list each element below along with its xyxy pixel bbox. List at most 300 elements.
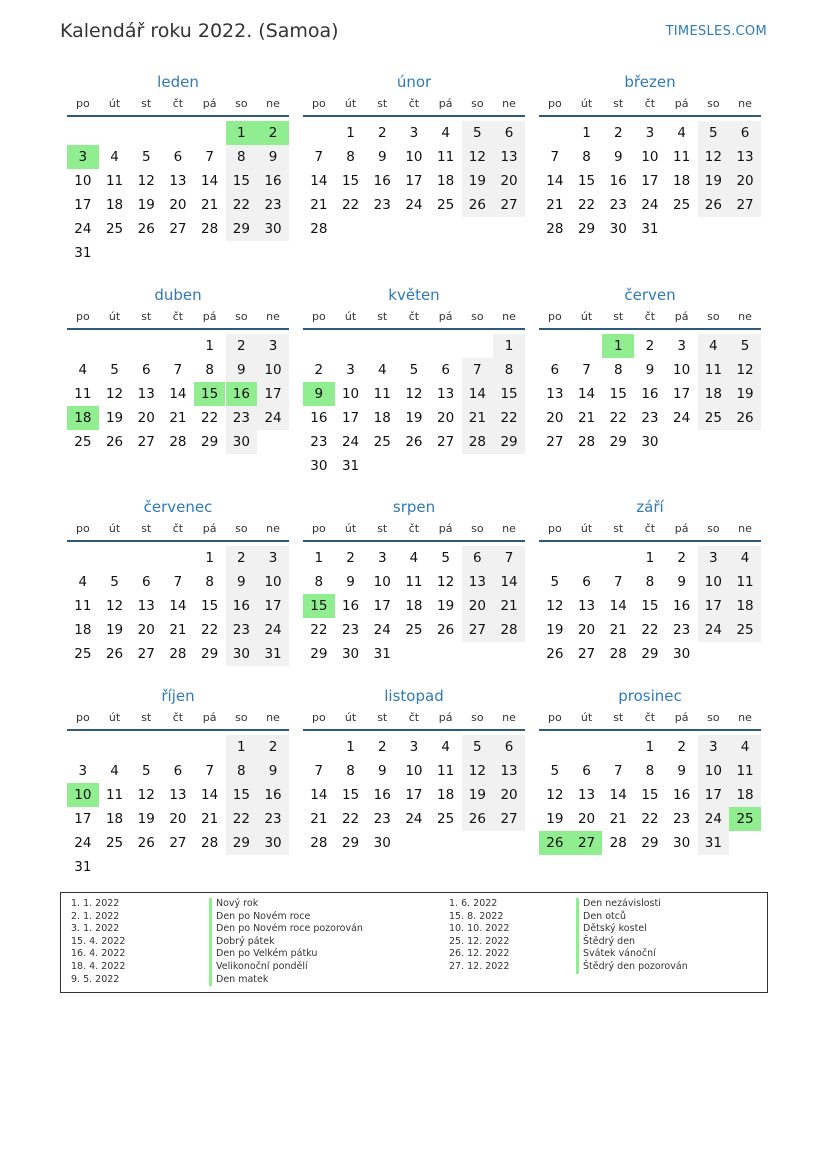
- holiday-date: 2. 1. 2022: [71, 910, 120, 922]
- day-cell: 10: [405, 149, 423, 165]
- weekday-label: so: [707, 310, 720, 323]
- day-cell: 20: [462, 594, 494, 618]
- day-cell: 8: [645, 763, 655, 779]
- day-cell: 21: [609, 622, 627, 638]
- day-cell: 11: [74, 598, 92, 614]
- holiday-day-cell: 1: [602, 334, 634, 358]
- month-name: červen: [624, 286, 676, 304]
- legend-dates-left: [71, 898, 125, 986]
- day-cell: 3: [409, 739, 419, 755]
- day-cell: 28: [609, 835, 627, 851]
- holiday-date: 1. 6. 2022: [449, 898, 498, 909]
- day-cell: 25: [673, 197, 691, 213]
- day-cell: 31: [373, 646, 391, 662]
- weekday-label: so: [707, 97, 720, 110]
- day-cell: 18: [729, 594, 761, 618]
- day-cell: 20: [493, 783, 525, 807]
- day-cell: 14: [201, 173, 219, 189]
- weekday-label: so: [235, 711, 248, 724]
- day-cell: 9: [226, 358, 258, 382]
- day-cell: 10: [373, 574, 391, 590]
- day-cell: 20: [437, 410, 455, 426]
- day-cell: 2: [377, 125, 387, 141]
- day-cell: 29: [609, 434, 627, 450]
- month-name: srpen: [392, 498, 436, 516]
- weekday-label: po: [75, 310, 90, 323]
- weekday-label: ne: [502, 522, 516, 535]
- day-cell: 27: [493, 807, 525, 831]
- day-cell: 11: [698, 358, 730, 382]
- day-cell: 25: [698, 406, 730, 430]
- day-cell: 18: [729, 783, 761, 807]
- day-cell: 18: [405, 598, 423, 614]
- day-cell: 29: [310, 646, 328, 662]
- weekday-label: pá: [438, 522, 453, 535]
- weekday-label: po: [75, 711, 90, 724]
- weekday-header: [67, 310, 289, 330]
- day-cell: 6: [173, 149, 183, 165]
- day-cell: 29: [641, 835, 659, 851]
- day-cell: 24: [698, 807, 730, 831]
- weekday-label: po: [547, 522, 562, 535]
- day-cell: 19: [462, 783, 494, 807]
- day-cell: 16: [257, 169, 289, 193]
- day-cell: 14: [310, 787, 328, 803]
- day-cell: 9: [346, 574, 355, 590]
- weekday-label: út: [580, 310, 593, 323]
- day-cell: 7: [582, 362, 591, 378]
- day-cell: 2: [314, 362, 324, 378]
- weekday-header: [303, 310, 525, 330]
- day-cell: 23: [609, 197, 627, 213]
- day-cell: 24: [341, 434, 360, 450]
- day-cell: 22: [310, 622, 328, 638]
- day-cell: 8: [205, 574, 214, 590]
- day-cell: 17: [641, 173, 659, 189]
- weekday-header: [539, 522, 761, 542]
- legend-names-right: [576, 898, 688, 974]
- day-cell: 18: [105, 811, 124, 827]
- day-cell: 12: [437, 574, 455, 590]
- day-cell: 6: [173, 763, 183, 779]
- day-cell: 13: [169, 173, 187, 189]
- day-cell: 3: [677, 338, 686, 354]
- day-cell: 24: [405, 197, 423, 213]
- day-cell: 2: [346, 550, 355, 566]
- weekday-label: st: [141, 310, 152, 323]
- day-cell: 6: [141, 362, 151, 378]
- month-name: září: [636, 498, 664, 516]
- weekday-label: čt: [644, 522, 656, 535]
- day-cell: 4: [78, 574, 88, 590]
- holiday-date: 10. 10. 2022: [449, 923, 510, 935]
- day-cell: 21: [169, 410, 187, 426]
- day-cell: 1: [205, 550, 214, 566]
- day-cell: 18: [437, 787, 455, 803]
- day-cell: 15: [341, 173, 360, 189]
- day-cell: 7: [173, 574, 183, 590]
- day-cell: 5: [409, 362, 419, 378]
- day-cell: 29: [201, 434, 219, 450]
- day-cell: 21: [493, 594, 525, 618]
- weekday-label: čt: [408, 310, 420, 323]
- day-cell: 4: [677, 125, 686, 141]
- day-cell: 9: [645, 362, 655, 378]
- weekday-label: pá: [438, 310, 453, 323]
- day-cell: 2: [645, 338, 655, 354]
- day-cell: 18: [373, 410, 391, 426]
- day-cell: 5: [110, 574, 119, 590]
- day-cell: 8: [346, 763, 355, 779]
- weekday-label: ne: [502, 310, 516, 323]
- day-cell: 16: [673, 598, 691, 614]
- day-cell: 27: [169, 221, 187, 237]
- day-cell: 31: [641, 221, 659, 237]
- day-cell: 6: [462, 546, 494, 570]
- day-cell: 5: [141, 763, 151, 779]
- day-cell: 23: [257, 807, 289, 831]
- day-cell: 3: [257, 334, 289, 358]
- day-cell: 1: [226, 735, 258, 759]
- weekday-label: po: [547, 97, 562, 110]
- weekday-label: út: [108, 97, 121, 110]
- month-name: červenec: [143, 498, 213, 516]
- day-cell: 10: [698, 759, 730, 783]
- day-cell: 27: [462, 618, 494, 642]
- weekday-label: pá: [674, 522, 689, 535]
- day-cell: 8: [613, 362, 623, 378]
- day-cell: 9: [677, 574, 686, 590]
- weekday-header: [539, 97, 761, 117]
- day-cell: 10: [698, 570, 730, 594]
- day-cell: 21: [201, 197, 219, 213]
- day-cell: 1: [314, 550, 324, 566]
- day-cell: 16: [226, 594, 258, 618]
- day-cell: 14: [462, 382, 494, 406]
- weekday-label: čt: [408, 97, 420, 110]
- day-cell: 9: [377, 763, 387, 779]
- day-cell: 25: [105, 221, 124, 237]
- weekday-label: st: [613, 97, 624, 110]
- day-cell: 4: [409, 550, 419, 566]
- day-cell: 16: [373, 787, 391, 803]
- day-cell: 21: [169, 622, 187, 638]
- day-cell: 31: [341, 458, 360, 474]
- day-cell: 24: [257, 406, 289, 430]
- day-cell: 30: [673, 835, 691, 851]
- day-cell: 27: [137, 646, 155, 662]
- day-cell: 14: [493, 570, 525, 594]
- day-cell: 25: [437, 197, 455, 213]
- day-cell: 1: [346, 125, 355, 141]
- day-cell: 24: [74, 835, 92, 851]
- legend-names-left: [209, 898, 363, 986]
- weekday-label: pá: [202, 97, 217, 110]
- day-cell: 12: [546, 787, 564, 803]
- weekday-header: [67, 711, 289, 731]
- day-cell: 4: [110, 149, 119, 165]
- day-cell: 5: [550, 574, 560, 590]
- weekday-label: ne: [738, 310, 752, 323]
- day-cell: 8: [226, 759, 258, 783]
- day-cell: 31: [257, 642, 289, 666]
- day-cell: 19: [137, 811, 155, 827]
- day-cell: 24: [641, 197, 659, 213]
- weekday-label: po: [547, 711, 562, 724]
- holiday-day-cell: 2: [257, 121, 289, 145]
- day-cell: 22: [201, 410, 219, 426]
- day-cell: 13: [493, 759, 525, 783]
- day-cell: 23: [226, 406, 258, 430]
- day-cell: 18: [74, 622, 92, 638]
- day-cell: 1: [493, 334, 525, 358]
- day-cell: 31: [698, 831, 730, 855]
- weekday-label: so: [707, 711, 720, 724]
- day-cell: 6: [729, 121, 761, 145]
- day-cell: 24: [673, 410, 691, 426]
- holiday-day-cell: 26: [539, 831, 571, 855]
- day-cell: 25: [405, 622, 423, 638]
- holiday-day-cell: 15: [194, 382, 226, 406]
- weekday-label: pá: [438, 711, 453, 724]
- weekday-label: út: [108, 711, 121, 724]
- holiday-date: 15. 4. 2022: [71, 935, 126, 947]
- day-cell: 7: [314, 149, 324, 165]
- holiday-day-cell: 18: [67, 406, 99, 430]
- holiday-name: Den po Novém roce pozorován: [209, 923, 363, 936]
- day-cell: 25: [105, 835, 124, 851]
- weekday-label: út: [580, 522, 593, 535]
- holiday-legend: [60, 892, 768, 993]
- day-cell: 18: [673, 173, 691, 189]
- weekday-label: čt: [408, 711, 420, 724]
- day-cell: 12: [105, 386, 124, 402]
- day-cell: 17: [74, 811, 92, 827]
- day-cell: 28: [493, 618, 525, 642]
- day-cell: 18: [437, 173, 455, 189]
- day-cell: 30: [609, 221, 627, 237]
- day-cell: 30: [226, 430, 258, 454]
- holiday-day-cell: 9: [303, 382, 335, 406]
- day-cell: 4: [729, 735, 761, 759]
- weekday-header: [303, 522, 525, 542]
- weekday-label: po: [547, 310, 562, 323]
- weekday-label: čt: [408, 522, 420, 535]
- day-cell: 10: [673, 362, 691, 378]
- day-cell: 12: [698, 145, 730, 169]
- day-cell: 12: [137, 787, 155, 803]
- day-cell: 7: [493, 546, 525, 570]
- day-cell: 19: [437, 598, 455, 614]
- weekday-label: st: [377, 522, 388, 535]
- day-cell: 7: [462, 358, 494, 382]
- day-cell: 26: [105, 646, 124, 662]
- day-cell: 4: [377, 362, 387, 378]
- day-cell: 23: [373, 811, 391, 827]
- day-cell: 17: [257, 382, 289, 406]
- day-cell: 23: [341, 622, 360, 638]
- day-cell: 8: [226, 145, 258, 169]
- day-cell: 11: [74, 386, 92, 402]
- holiday-date: 9. 5. 2022: [71, 973, 120, 985]
- holiday-name: Den otců: [576, 911, 688, 924]
- holiday-date: 3. 1. 2022: [71, 923, 120, 935]
- day-cell: 10: [641, 149, 659, 165]
- day-cell: 16: [341, 598, 360, 614]
- weekday-label: pá: [202, 522, 217, 535]
- weekday-label: čt: [644, 310, 656, 323]
- day-cell: 16: [373, 173, 391, 189]
- weekday-label: ne: [266, 711, 280, 724]
- day-cell: 23: [673, 811, 691, 827]
- day-cell: 29: [226, 217, 258, 241]
- day-cell: 16: [257, 783, 289, 807]
- holiday-name: Den nezávislosti: [576, 898, 688, 911]
- day-cell: 2: [677, 739, 686, 755]
- weekday-label: st: [613, 711, 624, 724]
- day-cell: 11: [729, 570, 761, 594]
- day-cell: 26: [462, 807, 494, 831]
- weekday-label: so: [235, 522, 248, 535]
- day-cell: 15: [641, 598, 659, 614]
- weekday-label: st: [377, 310, 388, 323]
- day-cell: 8: [314, 574, 324, 590]
- day-cell: 22: [641, 622, 659, 638]
- day-cell: 14: [577, 386, 596, 402]
- day-cell: 7: [613, 574, 623, 590]
- weekday-label: ne: [738, 522, 752, 535]
- day-cell: 13: [169, 787, 187, 803]
- day-cell: 15: [341, 787, 360, 803]
- day-cell: 22: [226, 193, 258, 217]
- day-cell: 20: [577, 622, 596, 638]
- day-cell: 29: [493, 430, 525, 454]
- site-link[interactable]: TIMESLES.COM: [665, 24, 767, 39]
- day-cell: 11: [729, 759, 761, 783]
- day-cell: 24: [698, 618, 730, 642]
- day-cell: 19: [137, 197, 155, 213]
- holiday-name: Štědrý den: [576, 936, 688, 949]
- holiday-day-cell: 25: [729, 807, 761, 831]
- weekday-label: st: [141, 97, 152, 110]
- day-cell: 6: [441, 362, 450, 378]
- day-cell: 6: [493, 121, 525, 145]
- weekday-label: st: [141, 522, 152, 535]
- day-cell: 11: [373, 386, 391, 402]
- day-cell: 14: [310, 173, 328, 189]
- day-cell: 23: [257, 193, 289, 217]
- day-cell: 20: [169, 811, 187, 827]
- day-cell: 15: [641, 787, 659, 803]
- day-cell: 15: [609, 386, 627, 402]
- day-cell: 25: [74, 646, 92, 662]
- weekday-label: so: [471, 97, 484, 110]
- day-cell: 28: [609, 646, 627, 662]
- day-cell: 23: [641, 410, 659, 426]
- holiday-date: 26. 12. 2022: [449, 948, 510, 960]
- day-cell: 21: [310, 197, 328, 213]
- day-cell: 14: [609, 787, 627, 803]
- day-cell: 19: [546, 811, 564, 827]
- month-name: leden: [157, 73, 199, 91]
- day-cell: 21: [201, 811, 219, 827]
- day-cell: 7: [173, 362, 183, 378]
- day-cell: 3: [645, 125, 655, 141]
- day-cell: 22: [609, 410, 627, 426]
- day-cell: 1: [205, 338, 214, 354]
- day-cell: 15: [226, 783, 258, 807]
- day-cell: 3: [698, 735, 730, 759]
- day-cell: 8: [582, 149, 591, 165]
- weekday-label: ne: [738, 711, 752, 724]
- day-cell: 21: [462, 406, 494, 430]
- weekday-label: po: [75, 522, 90, 535]
- day-cell: 22: [226, 807, 258, 831]
- day-cell: 2: [257, 735, 289, 759]
- day-cell: 15: [201, 598, 219, 614]
- day-cell: 22: [577, 197, 596, 213]
- day-cell: 31: [74, 245, 92, 261]
- page-title: Kalendář roku 2022. (Samoa): [60, 20, 339, 42]
- weekday-label: út: [580, 711, 593, 724]
- day-cell: 11: [673, 149, 691, 165]
- day-cell: 8: [205, 362, 214, 378]
- day-cell: 12: [462, 145, 494, 169]
- day-cell: 20: [137, 622, 155, 638]
- day-cell: 16: [641, 386, 659, 402]
- day-cell: 10: [74, 173, 92, 189]
- day-cell: 9: [257, 759, 289, 783]
- weekday-label: st: [141, 711, 152, 724]
- holiday-name: Svátek vánoční: [576, 948, 688, 961]
- day-cell: 17: [673, 386, 691, 402]
- day-cell: 20: [577, 811, 596, 827]
- weekday-label: út: [108, 310, 121, 323]
- day-cell: 16: [673, 787, 691, 803]
- day-cell: 9: [226, 570, 258, 594]
- day-cell: 8: [645, 574, 655, 590]
- day-cell: 5: [141, 149, 151, 165]
- day-cell: 30: [641, 434, 659, 450]
- weekday-header: [67, 522, 289, 542]
- day-cell: 6: [141, 574, 151, 590]
- day-cell: 13: [437, 386, 455, 402]
- weekday-label: po: [311, 711, 326, 724]
- weekday-label: po: [311, 97, 326, 110]
- day-cell: 27: [137, 434, 155, 450]
- weekday-label: pá: [674, 711, 689, 724]
- day-cell: 29: [226, 831, 258, 855]
- month-name: duben: [154, 286, 202, 304]
- day-cell: 8: [493, 358, 525, 382]
- day-cell: 3: [409, 125, 419, 141]
- weekday-label: so: [707, 522, 720, 535]
- weekday-label: čt: [172, 97, 184, 110]
- weekday-label: so: [235, 97, 248, 110]
- day-cell: 19: [462, 169, 494, 193]
- holiday-date: 1. 1. 2022: [71, 898, 120, 909]
- day-cell: 17: [341, 410, 360, 426]
- weekday-label: pá: [674, 310, 689, 323]
- weekday-label: po: [75, 97, 90, 110]
- day-cell: 5: [698, 121, 730, 145]
- weekday-label: so: [471, 522, 484, 535]
- day-cell: 13: [137, 386, 155, 402]
- weekday-label: út: [344, 310, 357, 323]
- month-name: květen: [388, 286, 440, 304]
- day-cell: 9: [257, 145, 289, 169]
- day-cell: 24: [373, 622, 391, 638]
